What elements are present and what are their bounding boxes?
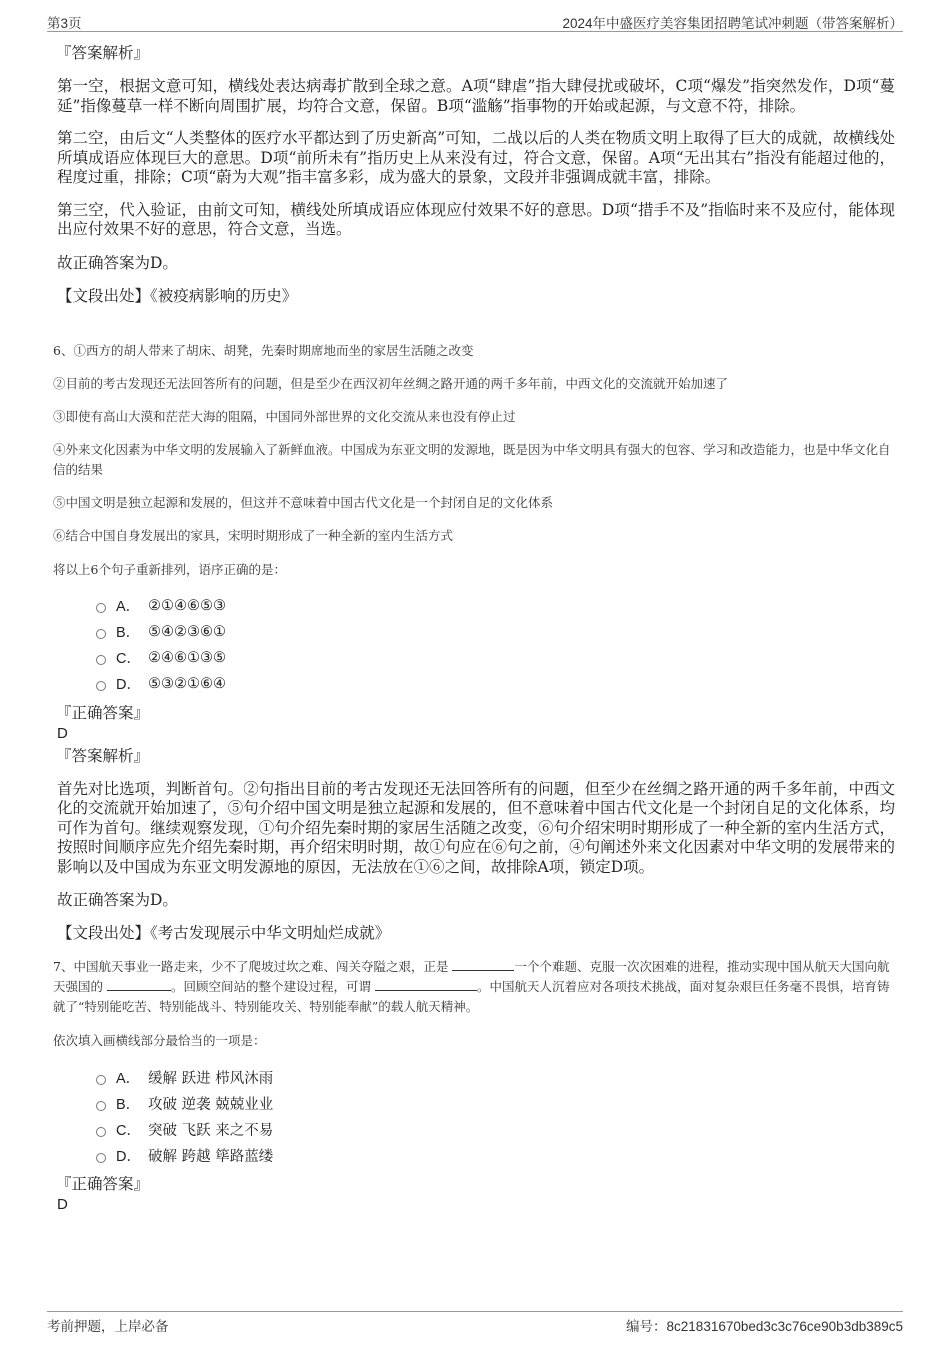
option-letter: C．	[116, 1122, 141, 1139]
q5-analysis-section	[53, 43, 895, 306]
q7-option-a[interactable]	[96, 1064, 895, 1090]
q6-answer-label: 『正确答案』	[56, 703, 150, 722]
q6-sentence-1: 6、①西方的胡人带来了胡床、胡凳，先秦时期席地而坐的家居生活随之改变	[53, 342, 474, 358]
blank-3	[375, 979, 477, 991]
q6-option-a[interactable]	[96, 593, 895, 619]
q7-stem-part-4: 。中国航天人沉着应对各项技术挑战，面对复杂艰巨任务毫不畏惧，培育铸就了“特别能吃苦、特别能战斗、特别能攻关、特别能奉献”的载人航天精神。	[53, 979, 890, 1014]
option-letter: D．	[116, 1148, 141, 1165]
q7-stem-part-1: 7、中国航天事业一路走来，少不了爬坡过坎之难、闯关夺隘之艰，正是	[53, 959, 449, 974]
blank-2	[107, 979, 171, 991]
page-number: 第3页	[47, 16, 82, 31]
q7-options	[96, 1064, 895, 1168]
page-footer	[47, 1311, 903, 1339]
question-6	[53, 341, 895, 944]
q5-analysis-label: 『答案解析』	[56, 44, 150, 62]
blank-1	[452, 959, 514, 971]
option-letter: D．	[116, 677, 141, 693]
q6-conclusion: 故正确答案为D。	[57, 891, 178, 909]
q6-source: 【文段出处】《考古发现展示中华文明灿烂成就》	[57, 924, 391, 942]
q7-answer-label: 『正确答案』	[56, 1175, 150, 1193]
q6-option-b[interactable]	[96, 619, 895, 645]
q6-analysis-label: 『答案解析』	[56, 746, 150, 765]
q6-sentence-2: ②目前的考古发现还无法回答所有的问题，但是至少在西汉初年丝绸之路开通的两千多年前，中西文化的交流就开始加速了	[53, 375, 729, 391]
q6-option-d[interactable]	[96, 671, 895, 697]
q7-option-b[interactable]	[96, 1090, 895, 1116]
q7-stem	[53, 957, 895, 1017]
q6-options	[96, 593, 895, 697]
q7-option-c[interactable]	[96, 1116, 895, 1142]
q6-answer-value: D	[57, 724, 68, 742]
q5-source: 【文段出处】《被疫病影响的历史》	[57, 286, 298, 305]
radio-button-icon[interactable]	[96, 1127, 106, 1137]
option-text: ②①④⑥⑤③	[148, 597, 226, 614]
option-text: ⑤④②③⑥①	[148, 623, 226, 640]
radio-button-icon[interactable]	[96, 603, 106, 613]
q6-prompt: 将以上6个句子重新排列，语序正确的是：	[53, 561, 286, 577]
q7-stem-part-3: 。回顾空间站的整个建设过程，可谓	[171, 979, 372, 994]
q6-sentence-6: ⑥结合中国自身发展出的家具，宋明时期形成了一种全新的室内生活方式	[53, 527, 454, 543]
option-letter: A．	[116, 1070, 141, 1087]
page-content	[53, 43, 895, 1215]
q5-analysis-paragraph-1: 第一空，根据文意可知，横线处表达病毒扩散到全球之意。A项“肆虐”指大肆侵扰或破坏，C项“爆发”指突然发作，D项“蔓延”指像蔓草一样不断向周围扩展，均符合文意，保留。B项“滥觞”指事物的开始或起源，与文意不符，排除。	[57, 77, 895, 115]
option-text: 突破 飞跃 来之不易	[148, 1122, 274, 1139]
radio-button-icon[interactable]	[96, 655, 106, 665]
q5-analysis-paragraph-2: 第二空，由后文“人类整体的医疗水平都达到了历史新高”可知，二战以后的人类在物质文明上取得了巨大的成就，故横线处所填成语应体现巨大的意思。D项“前所未有”指历史上从来没有过，符合文意，保留。A项“无出其右”指没有能超过他的，程度过重，排除；C项“蔚为大观”指丰富多彩，成为盛大的景象，文段并非强调成就丰富，排除。	[57, 129, 895, 186]
option-letter: B．	[116, 625, 141, 641]
q7-answer-value: D	[57, 1196, 68, 1213]
q5-analysis-paragraph-3: 第三空，代入验证，由前文可知，横线处所填成语应体现应付效果不好的意思。D项“措手不及”指临时来不及应付，能体现出应付效果不好的意思，符合文意，当选。	[57, 200, 895, 238]
option-text: 攻破 逆袭 兢兢业业	[148, 1096, 274, 1113]
question-7	[53, 957, 895, 1215]
q6-sentence-3: ③即使有高山大漠和茫茫大海的阻隔，中国同外部世界的文化交流从来也没有停止过	[53, 408, 516, 424]
option-text: ②④⑥①③⑤	[148, 649, 226, 666]
q7-prompt: 依次填入画横线部分最恰当的一项是：	[53, 1033, 266, 1048]
q7-option-d[interactable]	[96, 1142, 895, 1168]
page-header	[47, 10, 903, 32]
option-letter: A．	[116, 599, 141, 615]
option-text: 缓解 跃进 栉风沐雨	[148, 1070, 274, 1087]
option-letter: B．	[116, 1096, 141, 1113]
q6-sentence-4: ④外来文化因素为中华文明的发展输入了新鲜血液。中国成为东亚文明的发源地，既是因为中华文明具有强大的包容、学习和改造能力，也是中华文化自信的结果	[53, 441, 891, 477]
footer-slogan: 考前押题，上岸必备	[47, 1319, 169, 1334]
option-letter: C．	[116, 651, 141, 667]
radio-button-icon[interactable]	[96, 681, 106, 691]
q6-analysis-paragraph: 首先对比选项，判断首句。②句指出目前的考古发现还无法回答所有的问题，但至少在丝绸之路开通的两千多年前，中西文化的交流就开始加速了，⑤句介绍中国文明是独立起源和发展的，但不意味着中国古代文化是一个封闭自足的文化体系，均可作为首句。继续观察发现，①句介绍先秦时期的家居生活随之改变，⑥句介绍宋明时期形成了一种全新的室内生活方式，按照时间顺序应先介绍先秦时期，再介绍宋明时期，故①句应在⑥句之前，④句阐述外来文化因素对中华文明的发展带来的影响以及中国成为东亚文明发源地的原因，无法放在①⑥之间，故排除A项，锁定D项。	[57, 779, 895, 876]
radio-button-icon[interactable]	[96, 1101, 106, 1111]
document-title: 2024年中盛医疗美容集团招聘笔试冲刺题（带答案解析）	[562, 16, 903, 31]
q6-sentence-5: ⑤中国文明是独立起源和发展的，但这并不意味着中国古代文化是一个封闭自足的文化体系	[53, 494, 554, 510]
option-text: ⑤③②①⑥④	[148, 675, 226, 692]
option-text: 破解 跨越 筚路蓝缕	[148, 1148, 274, 1165]
q5-conclusion: 故正确答案为D。	[57, 253, 178, 272]
radio-button-icon[interactable]	[96, 1075, 106, 1085]
radio-button-icon[interactable]	[96, 1153, 106, 1163]
q6-option-c[interactable]	[96, 645, 895, 671]
radio-button-icon[interactable]	[96, 629, 106, 639]
footer-serial: 编号：8c21831670bed3c3c76ce90b3db389c5	[626, 1319, 903, 1334]
q7-stem-part-2: 一个个难题、克服一次次困难的进程，推动实现中国从航天大国向航天强国的	[53, 959, 890, 994]
